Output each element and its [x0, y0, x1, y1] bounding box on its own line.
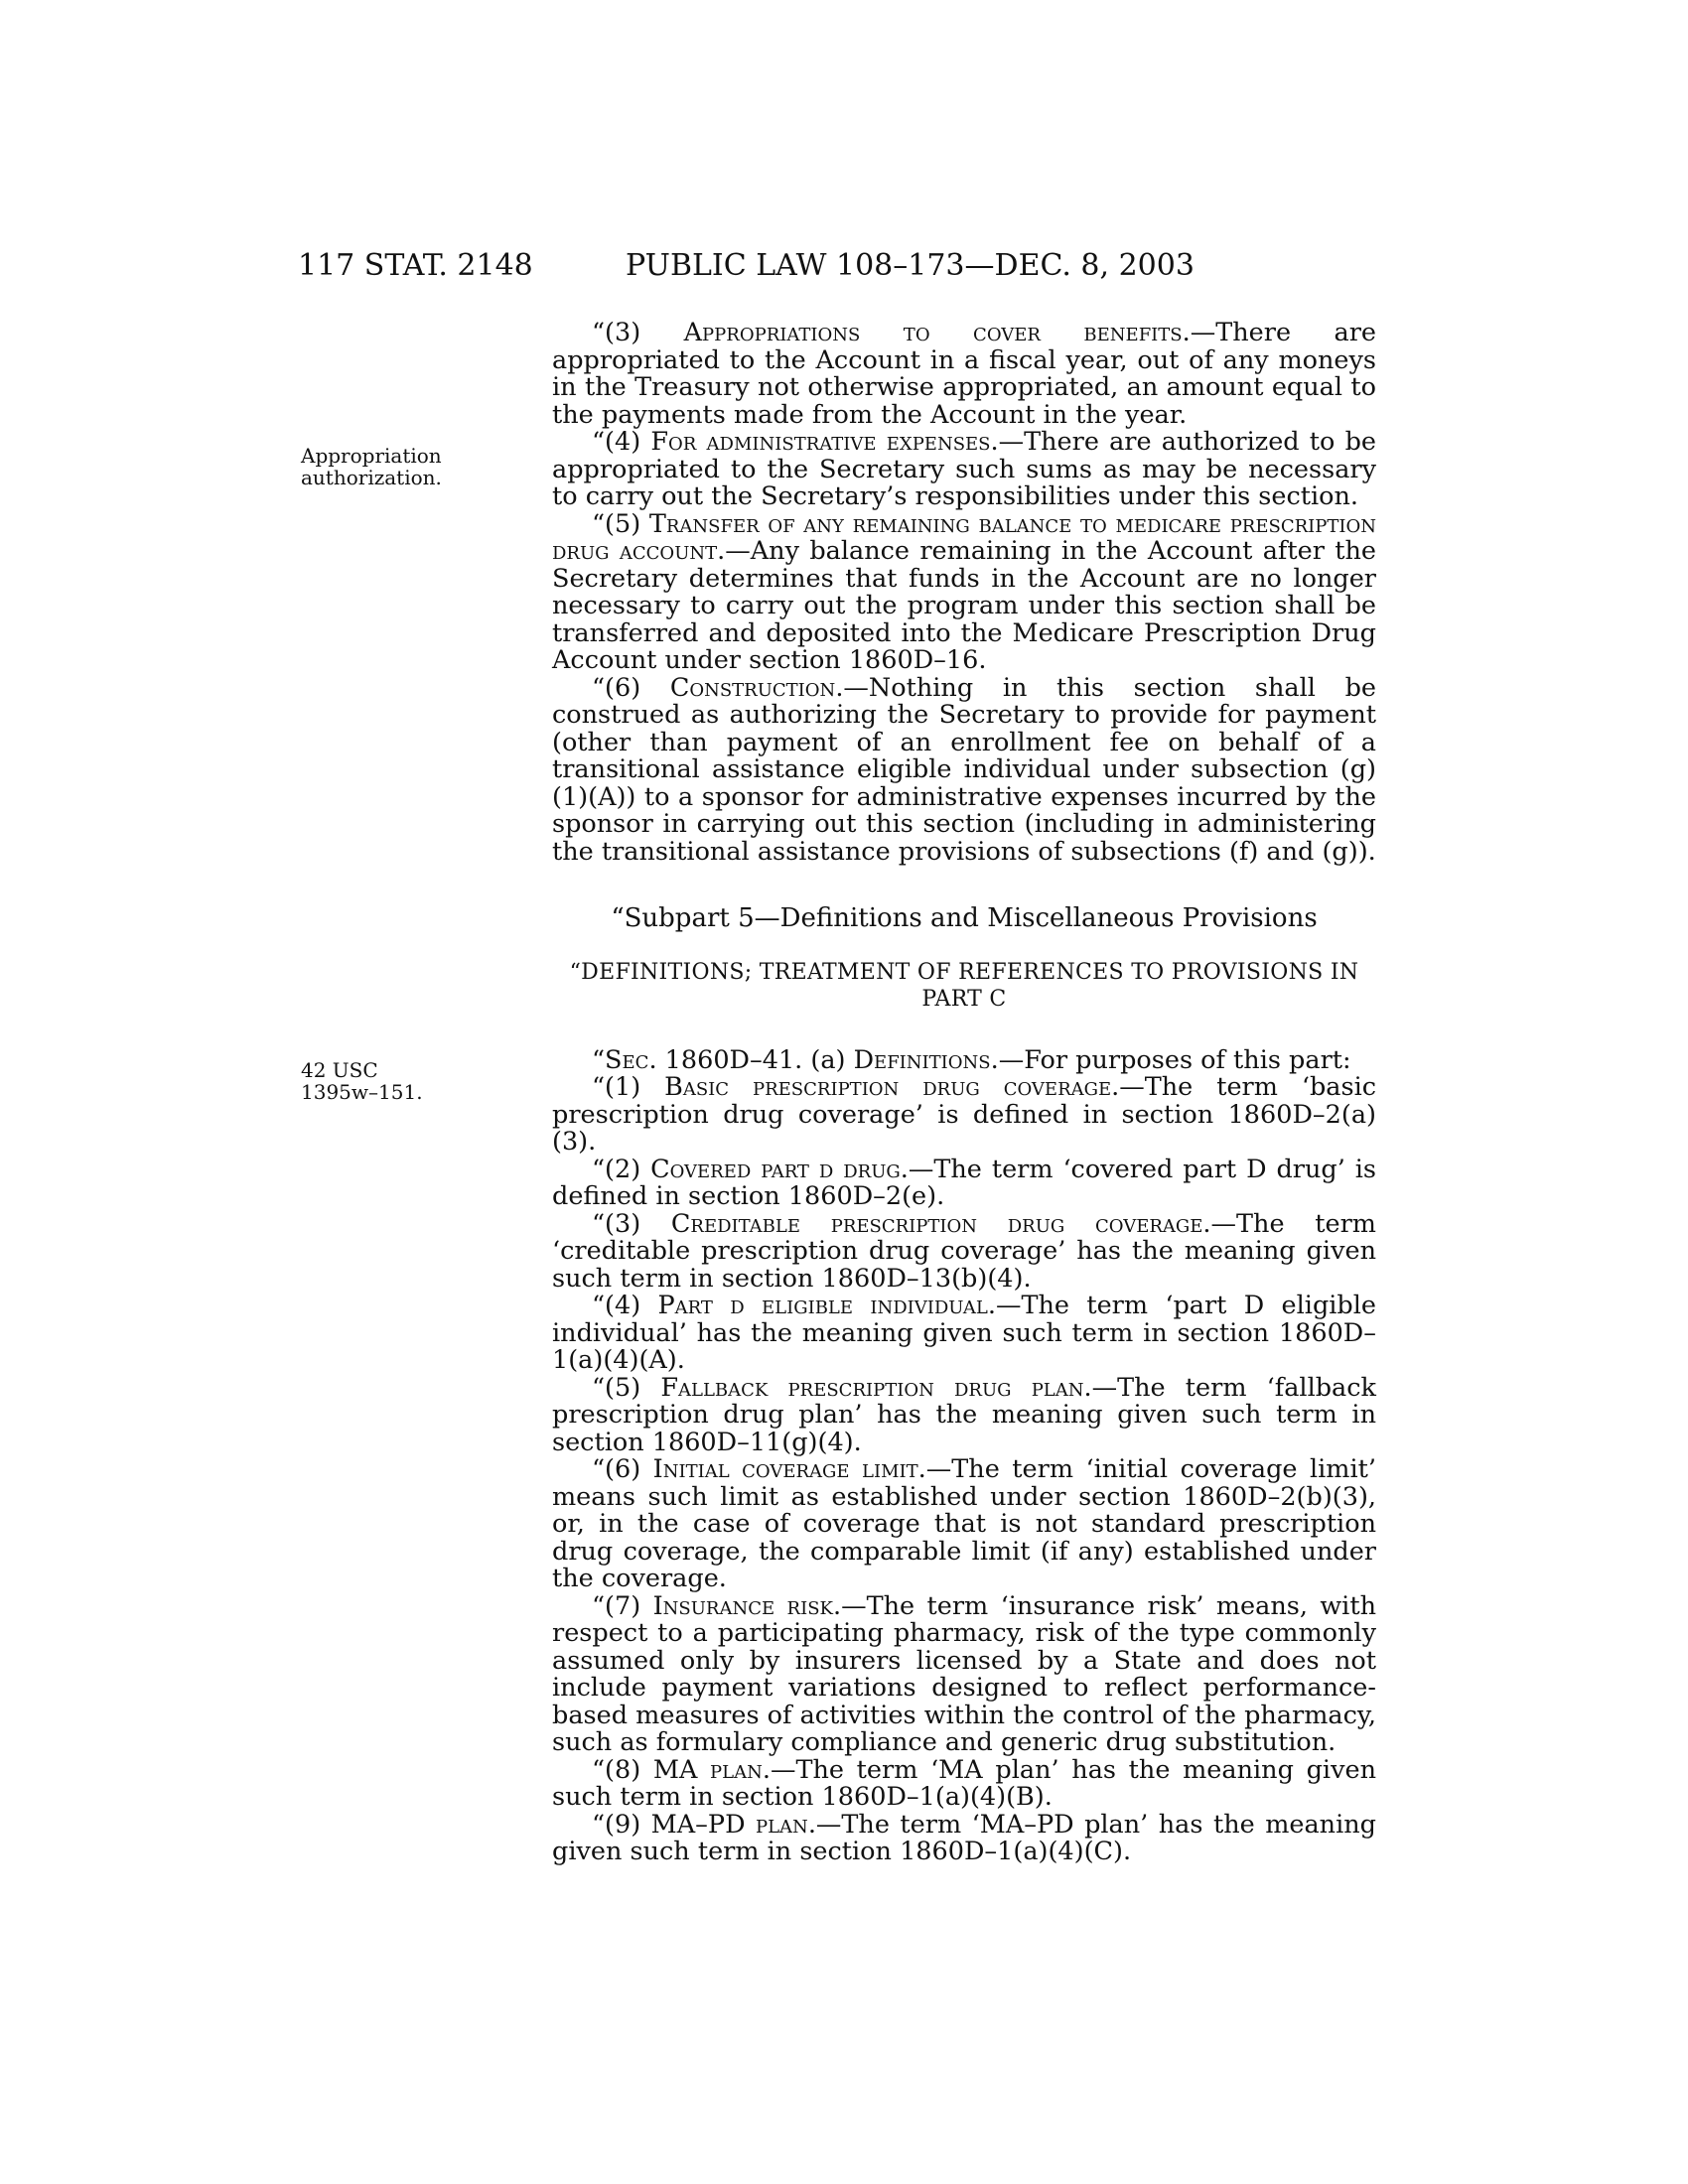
body-text — [552, 320, 1376, 1866]
paragraph-heading: MA plan — [652, 1754, 763, 1785]
statute-citation: 117 STAT. 2148 — [298, 248, 533, 283]
margin-note-usc — [301, 1059, 480, 1103]
definition-creditable-coverage: “(3) Creditable prescription drug coverage.—The term ‘creditable prescription drug coverage’ has the meaning given such term in section 1860D–13(b)(4). — [552, 1208, 1376, 1294]
subpart-title: “Subpart 5—Definitions and Miscellaneous Provisions — [611, 903, 1318, 933]
paragraph-heading: Fallback prescription drug plan — [660, 1372, 1084, 1403]
public-law-title: PUBLIC LAW 108–173—DEC. 8, 2003 — [626, 248, 1195, 283]
margin-note-appropriation — [301, 445, 480, 488]
definition-eligible-individual: “(4) Part d eligible individual.—The term ‘part D eligible individual’ has the meaning given such term in section 1860D–1(a)(4)(A). — [552, 1291, 1376, 1375]
section-heading: “DEFINITIONS; TREATMENT OF REFERENCES TO PROVISIONS IN PART C — [569, 959, 1359, 1012]
paragraph-heading: Transfer of any remaining balance to medicare prescription drug account — [552, 508, 1376, 566]
definition-ma-plan: “(8) MA plan.—The term ‘MA plan’ has the meaning given such term in section 1860D–1(a)(4)(B). — [552, 1754, 1376, 1812]
section-definitions: “Sec. 1860D–41. (a) Definitions.—For purposes of this part: — [592, 1044, 1351, 1075]
paragraph-heading: Initial coverage limit — [652, 1454, 918, 1484]
margin-note-line: authorization. — [301, 466, 442, 489]
paragraph-heading: Part d eligible individual — [657, 1291, 988, 1320]
margin-note-line: Appropriation — [301, 444, 442, 468]
paragraph-heading: For administrative expenses — [650, 427, 991, 457]
paragraph-heading: MA–PD plan — [650, 1809, 808, 1840]
margin-note-line: 42 USC — [301, 1058, 378, 1082]
paragraph-heading: Creditable prescription drug coverage — [670, 1208, 1203, 1239]
paragraph-heading: Insurance risk — [652, 1590, 833, 1621]
definition-insurance-risk: “(7) Insurance risk.—The term ‘insurance risk’ means, with respect to a participating pharmacy, risk of the type commonly assumed only by insurers licensed by a State and does not include payment variations designed to reflect performance-based measures of activities within the control of the pharmacy, such as formulary compliance and generic drug substitution. — [552, 1590, 1377, 1757]
definition-initial-coverage-limit: “(6) Initial coverage limit.—The term ‘initial coverage limit’ means such limit as established under section 1860D–2(b)(3), or, in the case of coverage that is not standard prescription drug coverage, the comparable limit (if any) established under the coverage. — [552, 1454, 1376, 1593]
paragraph-transfer-balance: “(5) Transfer of any remaining balance to medicare prescription drug account.—Any balance remaining in the Account after the Secretary determines that funds in the Account are no longer necessary to carry out the program under this section shall be transferred and deposited into the Medicare Prescription Drug Account under section 1860D–16. — [552, 508, 1376, 675]
paragraph-construction: “(6) Construction.—Nothing in this section shall be construed as authorizing the Secretary to provide for payment (other than payment of an enrollment fee on behalf of a transitional assistance eligible individual under subsection (g)(1)(A)) to a sponsor for administrative expenses incurred by the sponsor in carrying out this section (including in administering the transitional assistance provisions of subsections (f) and (g)). — [552, 672, 1377, 867]
definition-fallback-plan: “(5) Fallback prescription drug plan.—The term ‘fallback prescription drug plan’ has the meaning given such term in section 1860D–11(g)(4). — [552, 1372, 1376, 1457]
page-header — [298, 246, 1390, 286]
definition-covered-drug: “(2) Covered part d drug.—The term ‘covered part D drug’ is defined in section 1860D–2(e). — [552, 1154, 1377, 1211]
definition-ma-pd-plan: “(9) MA–PD plan.—The term ‘MA–PD plan’ has the meaning given such term in section 1860D–1(a)(4)(C). — [552, 1809, 1376, 1866]
paragraph-heading: Construction — [669, 672, 836, 703]
paragraph-heading: Basic prescription drug coverage — [664, 1072, 1112, 1102]
paragraph-heading: Covered part d drug — [650, 1154, 901, 1184]
paragraph-heading: Definitions — [853, 1044, 991, 1075]
paragraph-administrative-expenses: “(4) For administrative expenses.—There are authorized to be appropriated to the Secretary such sums as may be necessary to carry out the Secretary’s responsibilities under this section. — [552, 427, 1377, 511]
definition-basic-coverage: “(1) Basic prescription drug coverage.—The term ‘basic prescription drug coverage’ is defined in section 1860D–2(a)(3). — [552, 1072, 1377, 1157]
paragraph-heading: Appropriations to cover benefits — [683, 318, 1183, 347]
margin-note-line: 1395w–151. — [301, 1080, 423, 1104]
paragraph-appropriations: “(3) Appropriations to cover benefits.—There are appropriated to the Account in a fiscal year, out of any moneys in the Treasury not otherwise appropriated, an amount equal to the payments made from the Account in the year. — [552, 318, 1376, 430]
